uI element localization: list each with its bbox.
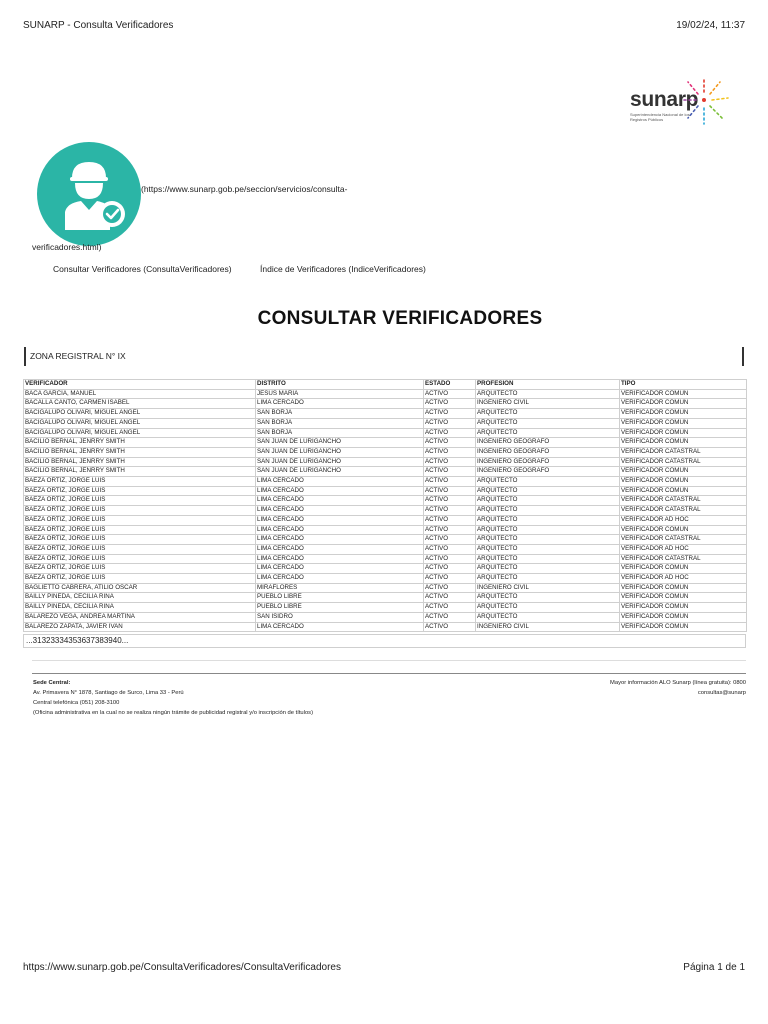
cell-estado: ACTIVO [424,447,476,457]
table-row[interactable] [24,389,747,399]
table-row[interactable] [24,612,747,622]
cell-profesion: INGENIERO CIVIL [476,583,620,593]
cell-tipo: VERIFICADOR COMUN [620,593,747,603]
cell-distrito: LIMA CERCADO [256,486,424,496]
cell-profesion: INGENIERO GEOGRAFO [476,438,620,448]
cell-verificador: BACILIO BERNAL, JENRRY SMITH [24,438,256,448]
table-row[interactable] [24,457,747,467]
cell-estado: ACTIVO [424,583,476,593]
cell-distrito: LIMA CERCADO [256,622,424,632]
cell-estado: ACTIVO [424,574,476,584]
cell-verificador: BACILIO BERNAL, JENRRY SMITH [24,467,256,477]
cell-estado: ACTIVO [424,496,476,506]
cell-profesion: ARQUITECTO [476,389,620,399]
cell-estado: ACTIVO [424,457,476,467]
cell-estado: ACTIVO [424,544,476,554]
footer-address: Av. Primavera N° 1878, Santiago de Surco, Lima 33 - Perú [33,690,184,696]
sunarp-starburst-icon [674,72,734,132]
footer-contact [33,678,313,718]
cell-tipo: VERIFICADOR COMUN [620,438,747,448]
cell-estado: ACTIVO [424,506,476,516]
table-row[interactable] [24,622,747,632]
cell-tipo: VERIFICADOR COMUN [620,389,747,399]
cell-estado: ACTIVO [424,612,476,622]
cell-estado: ACTIVO [424,477,476,487]
cell-verificador: BAILLY PINEDA, CECILIA RINA [24,593,256,603]
cell-estado: ACTIVO [424,438,476,448]
cell-tipo: VERIFICADOR CATASTRAL [620,506,747,516]
cell-tipo: VERIFICADOR COMUN [620,399,747,409]
cell-verificador: BACILIO BERNAL, JENRRY SMITH [24,447,256,457]
col-header-profesion[interactable]: PROFESIÓN [476,380,620,390]
cell-profesion: ARQUITECTO [476,574,620,584]
cell-distrito: LIMA CERCADO [256,515,424,525]
col-header-tipo[interactable]: TIPO [620,380,747,390]
table-row[interactable] [24,399,747,409]
col-header-distrito[interactable]: DISTRITO [256,380,424,390]
verificadores-table [23,379,747,632]
cell-profesion: INGENIERO GEOGRAFO [476,457,620,467]
cell-tipo: VERIFICADOR AD HOC [620,574,747,584]
cell-distrito: LIMA CERCADO [256,506,424,516]
cell-distrito: LIMA CERCADO [256,535,424,545]
table-row[interactable] [24,564,747,574]
cell-profesion: ARQUITECTO [476,486,620,496]
cell-verificador: BAEZA ORTIZ, JORGE LUIS [24,525,256,535]
table-row[interactable] [24,544,747,554]
table-row[interactable] [24,574,747,584]
cell-distrito: MIRAFLORES [256,583,424,593]
print-url: https://www.sunarp.gob.pe/ConsultaVerificadores/ConsultaVerificadores [23,962,341,973]
print-footer [23,962,745,973]
footer-note: (Oficina administrativa en la cual no se realiza ningún trámite de publicidad registral y/o inscripción de títulos) [33,710,313,716]
cell-estado: ACTIVO [424,389,476,399]
table-row[interactable] [24,535,747,545]
cell-tipo: VERIFICADOR COMUN [620,418,747,428]
cell-estado: ACTIVO [424,525,476,535]
cell-estado: ACTIVO [424,428,476,438]
table-row[interactable] [24,583,747,593]
cell-distrito: SAN ISIDRO [256,612,424,622]
table-row[interactable] [24,496,747,506]
table-row[interactable] [24,418,747,428]
cell-distrito: LIMA CERCADO [256,544,424,554]
footer-phone: Central telefónica (051) 208-3100 [33,700,120,706]
cell-estado: ACTIVO [424,486,476,496]
cell-profesion: ARQUITECTO [476,612,620,622]
consulta-verificadores-link-cont[interactable]: verificadores.html) [32,242,102,252]
table-row[interactable] [24,593,747,603]
cell-verificador: BAEZA ORTIZ, JORGE LUIS [24,496,256,506]
print-datetime: 19/02/24, 11:37 [676,20,745,31]
cell-tipo: VERIFICADOR CATASTRAL [620,447,747,457]
cell-verificador: BAEZA ORTIZ, JORGE LUIS [24,477,256,487]
cell-distrito: PUEBLO LIBRE [256,593,424,603]
print-header [23,20,745,31]
cell-distrito: SAN BORJA [256,418,424,428]
cell-profesion: ARQUITECTO [476,603,620,613]
cell-distrito: LIMA CERCADO [256,496,424,506]
cell-tipo: VERIFICADOR CATASTRAL [620,535,747,545]
cell-distrito: LIMA CERCADO [256,399,424,409]
table-row[interactable] [24,506,747,516]
cell-distrito: LIMA CERCADO [256,564,424,574]
cell-profesion: ARQUITECTO [476,535,620,545]
cell-tipo: VERIFICADOR COMUN [620,612,747,622]
cell-verificador: BAEZA ORTIZ, JORGE LUIS [24,486,256,496]
cell-profesion: INGENIERO CIVIL [476,399,620,409]
cell-profesion: ARQUITECTO [476,477,620,487]
cell-verificador: BAEZA ORTIZ, JORGE LUIS [24,544,256,554]
table-row[interactable] [24,447,747,457]
cell-tipo: VERIFICADOR COMUN [620,486,747,496]
cell-profesion: ARQUITECTO [476,418,620,428]
cell-distrito: SAN JUAN DE LURIGANCHO [256,467,424,477]
zona-registral-select[interactable] [24,347,744,366]
table-row[interactable] [24,486,747,496]
footer-divider [32,673,746,674]
print-page-number: Página 1 de 1 [683,962,745,973]
cell-verificador: BALAREZO ZAPATA, JAVIER IVAN [24,622,256,632]
cell-estado: ACTIVO [424,535,476,545]
cell-verificador: BAEZA ORTIZ, JORGE LUIS [24,515,256,525]
cell-estado: ACTIVO [424,418,476,428]
verifier-worker-icon[interactable] [37,142,141,246]
cell-tipo: VERIFICADOR COMUN [620,622,747,632]
cell-estado: ACTIVO [424,467,476,477]
footer-info-line: Mayor información ALO Sunarp (línea gratuita): 0800 [610,680,746,686]
cell-tipo: VERIFICADOR COMUN [620,603,747,613]
cell-profesion: ARQUITECTO [476,409,620,419]
zona-registral-value: ZONA REGISTRAL N° IX [30,351,126,361]
cell-verificador: BACIGALUPO OLIVARI, MIGUEL ANGEL [24,428,256,438]
cell-estado: ACTIVO [424,603,476,613]
table-row[interactable] [24,477,747,487]
cell-estado: ACTIVO [424,409,476,419]
cell-profesion: INGENIERO CIVIL [476,622,620,632]
print-title: SUNARP - Consulta Verificadores [23,20,174,31]
cell-profesion: ARQUITECTO [476,525,620,535]
cell-profesion: ARQUITECTO [476,496,620,506]
cell-distrito: SAN JUAN DE LURIGANCHO [256,457,424,467]
cell-tipo: VERIFICADOR COMUN [620,564,747,574]
cell-verificador: BAILLY PINEDA, CECILIA RINA [24,603,256,613]
footer-sede-label: Sede Central: [33,680,71,686]
cell-distrito: LIMA CERCADO [256,477,424,487]
cell-tipo: VERIFICADOR COMUN [620,409,747,419]
footer-info [610,678,746,698]
cell-profesion: ARQUITECTO [476,554,620,564]
table-row[interactable] [24,525,747,535]
cell-estado: ACTIVO [424,554,476,564]
col-header-estado[interactable]: ESTADO [424,380,476,390]
cell-tipo: VERIFICADOR COMUN [620,525,747,535]
cell-tipo: VERIFICADOR CATASTRAL [620,496,747,506]
nav-indice-verificadores[interactable]: Índice de Verificadores (IndiceVerificadores) [260,264,426,274]
cell-profesion: ARQUITECTO [476,506,620,516]
consulta-verificadores-link[interactable]: (https://www.sunarp.gob.pe/seccion/servicios/consulta- [141,184,348,194]
cell-profesion: ARQUITECTO [476,515,620,525]
cell-profesion: INGENIERO GEOGRAFO [476,467,620,477]
cell-profesion: ARQUITECTO [476,564,620,574]
cell-profesion: INGENIERO GEOGRAFO [476,447,620,457]
cell-distrito: SAN JUAN DE LURIGANCHO [256,438,424,448]
divider [32,660,746,661]
nav-consultar-verificadores[interactable]: Consultar Verificadores (ConsultaVerificadores) [53,264,232,274]
table-row[interactable] [24,428,747,438]
cell-profesion: ARQUITECTO [476,428,620,438]
table-row[interactable] [24,603,747,613]
cell-estado: ACTIVO [424,593,476,603]
cell-tipo: VERIFICADOR AD HOC [620,515,747,525]
cell-tipo: VERIFICADOR CATASTRAL [620,554,747,564]
cell-tipo: VERIFICADOR COMUN [620,467,747,477]
col-header-verificador[interactable]: VERIFICADOR [24,380,256,390]
table-row[interactable] [24,515,747,525]
table-header-row [24,380,747,390]
cell-verificador: BALAREZO VEGA, ANDREA MARTINA [24,612,256,622]
cell-verificador: BACIGALUPO OLIVARI, MIGUEL ANGEL [24,418,256,428]
cell-verificador: BAEZA ORTIZ, JORGE LUIS [24,574,256,584]
table-row[interactable] [24,409,747,419]
cell-verificador: BAEZA ORTIZ, JORGE LUIS [24,506,256,516]
cell-verificador: BACALLA CANTO, CARMEN ISABEL [24,399,256,409]
cell-verificador: BAEZA ORTIZ, JORGE LUIS [24,564,256,574]
cell-verificador: BACIGALUPO OLIVARI, MIGUEL ANGEL [24,409,256,419]
cell-distrito: LIMA CERCADO [256,574,424,584]
table-row[interactable] [24,554,747,564]
cell-profesion: ARQUITECTO [476,593,620,603]
cell-distrito: SAN BORJA [256,409,424,419]
cell-distrito: SAN BORJA [256,428,424,438]
cell-tipo: VERIFICADOR AD HOC [620,544,747,554]
pagination[interactable]: ...31323334353637383940... [23,634,746,648]
cell-distrito: LIMA CERCADO [256,554,424,564]
page-title: CONSULTAR VERIFICADORES [257,308,543,329]
cell-distrito: PUEBLO LIBRE [256,603,424,613]
cell-tipo: VERIFICADOR COMUN [620,583,747,593]
cell-distrito: LIMA CERCADO [256,525,424,535]
cell-estado: ACTIVO [424,622,476,632]
footer-email-link[interactable]: consultas@sunarp [697,690,746,696]
cell-verificador: BACILIO BERNAL, JENRRY SMITH [24,457,256,467]
cell-estado: ACTIVO [424,399,476,409]
sunarp-logo[interactable] [630,72,735,132]
cell-verificador: BACA GARCIA, MANUEL [24,389,256,399]
table-row[interactable] [24,467,747,477]
cell-tipo: VERIFICADOR COMUN [620,477,747,487]
cell-distrito: JESUS MARIA [256,389,424,399]
cell-verificador: BAEZA ORTIZ, JORGE LUIS [24,535,256,545]
logo-wordmark: sunarp [630,88,699,111]
cell-profesion: ARQUITECTO [476,544,620,554]
cell-verificador: BAEZA ORTIZ, JORGE LUIS [24,554,256,564]
cell-estado: ACTIVO [424,564,476,574]
table-row[interactable] [24,438,747,448]
cell-distrito: SAN JUAN DE LURIGANCHO [256,447,424,457]
cell-tipo: VERIFICADOR CATASTRAL [620,457,747,467]
cell-estado: ACTIVO [424,515,476,525]
cell-verificador: BAGLIETTO CABRERA, ATILIO OSCAR [24,583,256,593]
logo-subtitle: Superintendencia Nacional de los Registros Públicos [630,112,690,122]
cell-tipo: VERIFICADOR COMUN [620,428,747,438]
